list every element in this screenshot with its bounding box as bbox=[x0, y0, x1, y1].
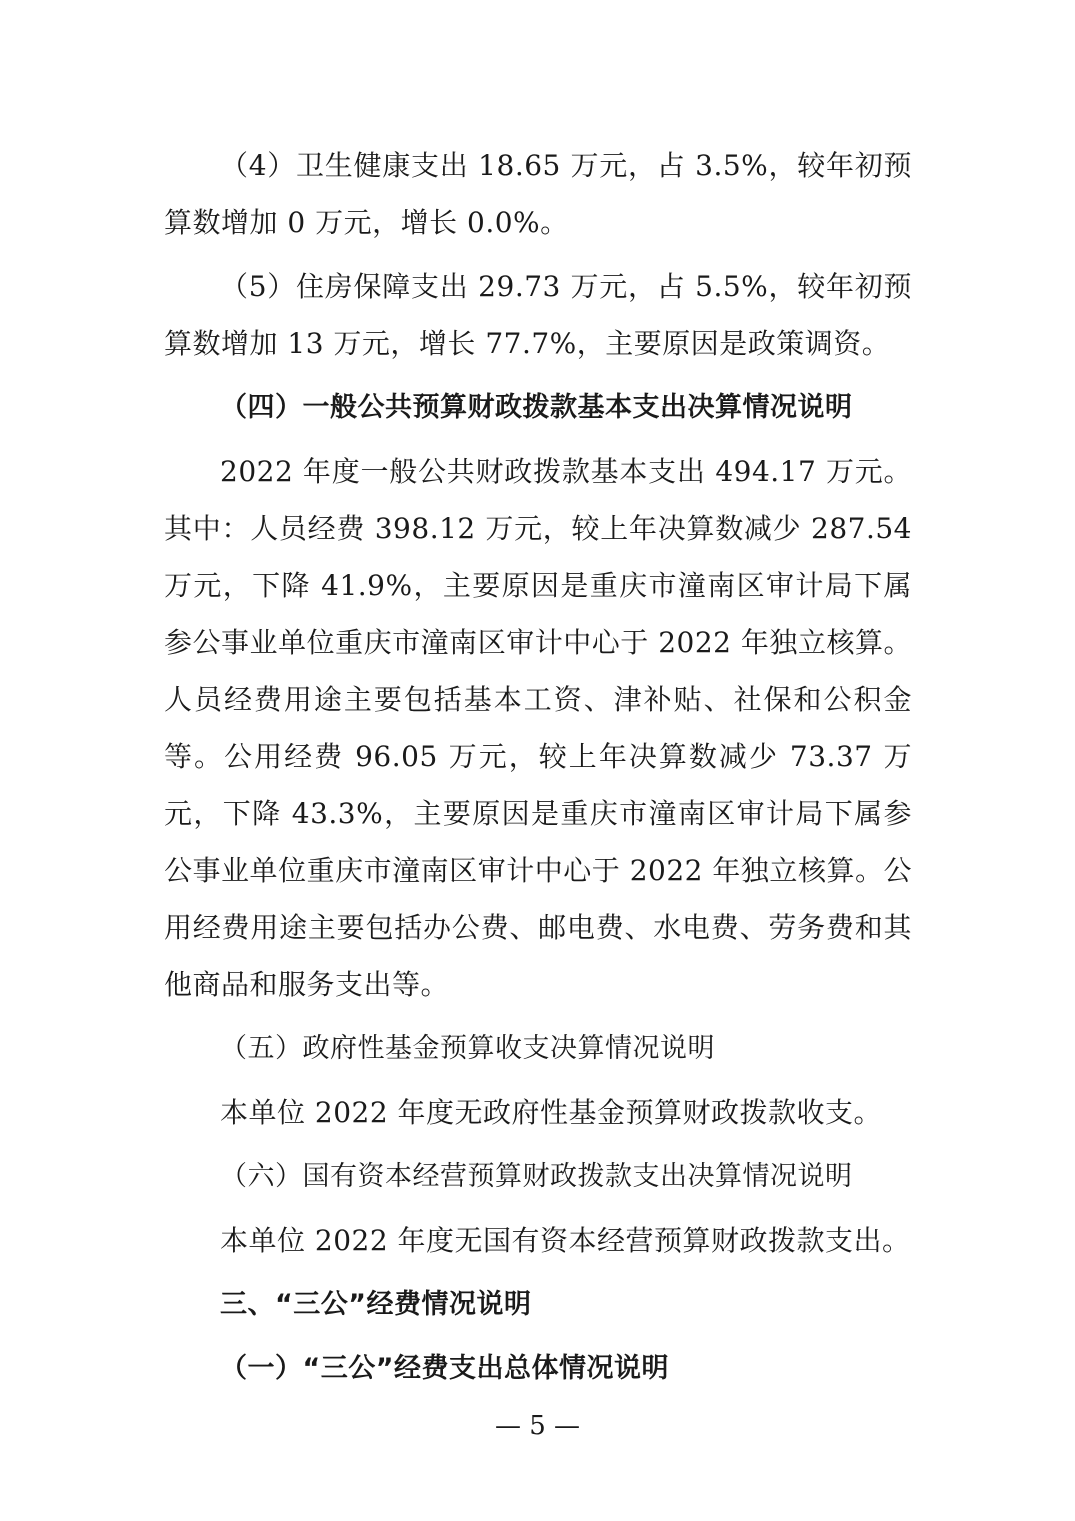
section-heading-three-public: 三、“三公”经费情况说明 bbox=[220, 1289, 532, 1320]
paragraph-basic-expenditure: 2022 年度一般公共财政拨款基本支出 494.17 万元。其中：人员经费 398.12 万元，较上年决算数减少 287.54 万元，下降 41.9%，主要原因是重庆市潼南区审计局下属参公事业单位重庆市潼南区审计中心于 2022 年独立核算。人员经费用途主要包括基本工资、津补贴、社保和公积金等。公用经费 96.05 万元，较上年决算数减少 73.37 万元，下降 43.3%，主要原因是重庆市潼南区审计局下属参公事业单位重庆市潼南区审计中心于 2022 年独立核算。公用经费用途主要包括办公费、邮电费、水电费、劳务费和其他商品和服务支出等。 bbox=[164, 455, 912, 1001]
page-number: — 5 — bbox=[494, 1411, 581, 1441]
section-heading-basic-expenditure: （四）一般公共预算财政拨款基本支出决算情况说明 bbox=[220, 392, 853, 423]
paragraph-housing-expenditure: （5）住房保障支出 29.73 万元，占 5.5%，较年初预算数增加 13 万元，增长 77.7%，主要原因是政策调资。 bbox=[164, 270, 912, 360]
paragraph-health-expenditure: （4）卫生健康支出 18.65 万元，占 3.5%，较年初预算数增加 0 万元，增长 0.0%。 bbox=[164, 149, 912, 239]
paragraph-state-capital: 本单位 2022 年度无国有资本经营预算财政拨款支出。 bbox=[220, 1224, 911, 1257]
paragraph-government-fund: 本单位 2022 年度无政府性基金预算财政拨款收支。 bbox=[220, 1096, 883, 1129]
document-body bbox=[164, 137, 912, 1404]
section-heading-state-capital: （六）国有资本经营预算财政拨款支出决算情况说明 bbox=[220, 1161, 853, 1192]
section-heading-government-fund: （五）政府性基金预算收支决算情况说明 bbox=[220, 1033, 715, 1064]
section-heading-three-public-overall: （一）“三公”经费支出总体情况说明 bbox=[220, 1353, 669, 1384]
